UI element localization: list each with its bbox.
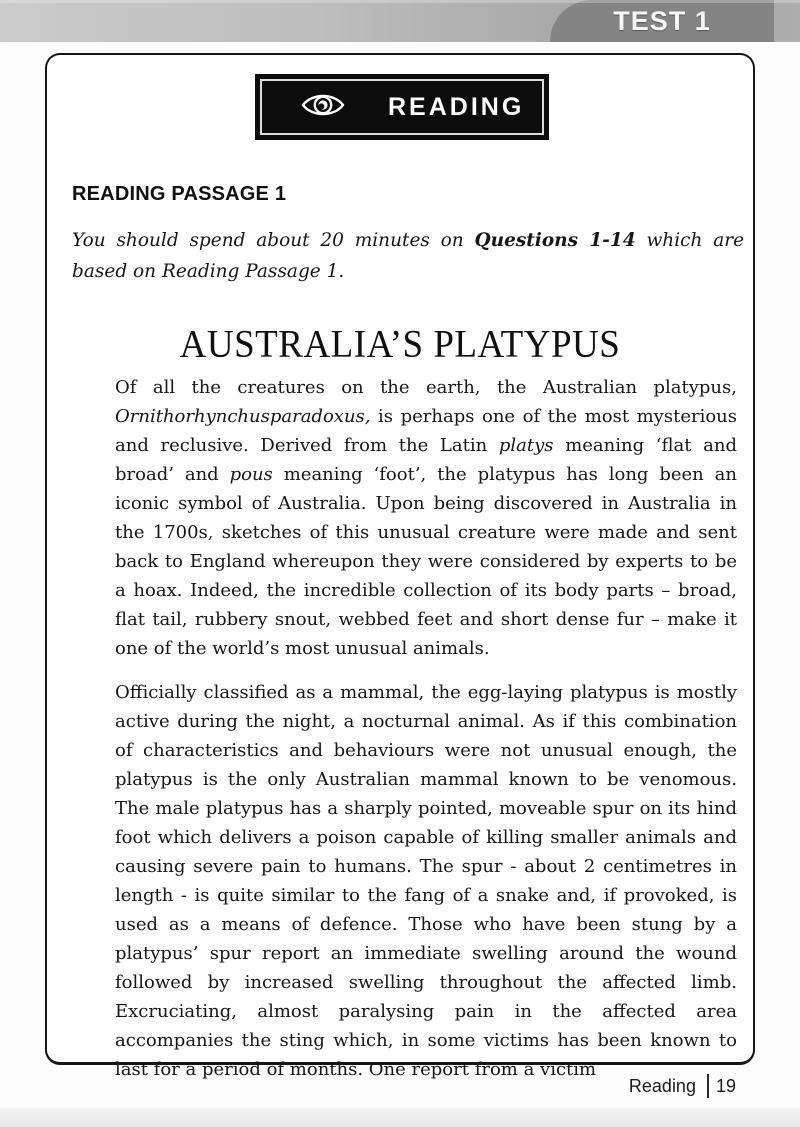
footer-divider bbox=[707, 1074, 709, 1098]
footer-section-label: Reading bbox=[628, 1075, 696, 1096]
instructions-text bbox=[72, 225, 744, 287]
paragraph-2-text: Officially classified as a mammal, the egg-laying platypus is mostly active during the night, a nocturnal animal. As if this combination of characteristics and behaviours were not unusual enough, the platypus is the only Australian mammal known to be venomous. The male platypus has a sharply pointed, moveable spur on its hind foot which delivers a poison capable of killing smaller animals and causing severe pain to humans. The spur - about 2 centimetres in length - is quite similar to the fang of a snake and, if provoked, is used as a means of defence. Those who have been stung by a platypus’ spur report an immediate swelling around the wound followed by increased swelling throughout the affected limb. Excruciating, almost paralysing pain in the affected area accompanies the sting which, in some victims has been known to last for a period of months. One report from a victim bbox=[115, 682, 737, 1080]
latin-word-pous: pous bbox=[229, 464, 273, 485]
test-label: TEST 1 bbox=[613, 6, 711, 36]
paragraph-1 bbox=[115, 373, 737, 663]
reading-badge-frame bbox=[260, 79, 544, 135]
instructions-lead: You should spend about 20 minutes on bbox=[72, 230, 475, 251]
paragraph-1-text: Of all the creatures on the earth, the Australian platypus, bbox=[115, 377, 737, 398]
footer-page-number: 19 bbox=[715, 1075, 736, 1096]
page-border-box bbox=[45, 53, 755, 1080]
species-name-italic: Ornithorhynchusparadoxus, bbox=[115, 406, 371, 427]
instructions-tail: which are based on Reading Passage 1. bbox=[72, 230, 745, 282]
reading-badge-label: READING bbox=[388, 92, 525, 121]
page-footer bbox=[629, 1074, 736, 1098]
test-tab bbox=[550, 0, 774, 42]
header-bar bbox=[0, 0, 800, 42]
reading-section-badge bbox=[255, 74, 549, 140]
paragraph-1-text: meaning ‘flat and broad’ and bbox=[115, 435, 738, 485]
passage-body bbox=[115, 373, 737, 1099]
paragraph-1-text: meaning ‘foot’, the platypus has long been an iconic symbol of Australia. Upon being discovered in Australia in the 1700s, sketches of this unusual creature were made and sent back to England whereupon they were considered by experts to be a hoax. Indeed, the incredible collection of its body parts – broad, flat tail, rubbery snout, webbed feet and short dense fur – make it one of the world’s most unusual animals. bbox=[115, 464, 737, 659]
paragraph-1-text: is perhaps one of the most mysterious and reclusive. Derived from the Latin bbox=[115, 406, 737, 456]
paragraph-2 bbox=[115, 678, 737, 1084]
eye-icon bbox=[300, 89, 346, 126]
latin-word-platys: platys bbox=[498, 435, 554, 456]
scan-artifact-band bbox=[0, 1108, 800, 1127]
passage-title: AUSTRALIA’S PLATYPUS bbox=[179, 322, 621, 367]
passage-heading: READING PASSAGE 1 bbox=[72, 183, 287, 205]
instructions-questions-range: Questions 1-14 bbox=[474, 230, 636, 251]
